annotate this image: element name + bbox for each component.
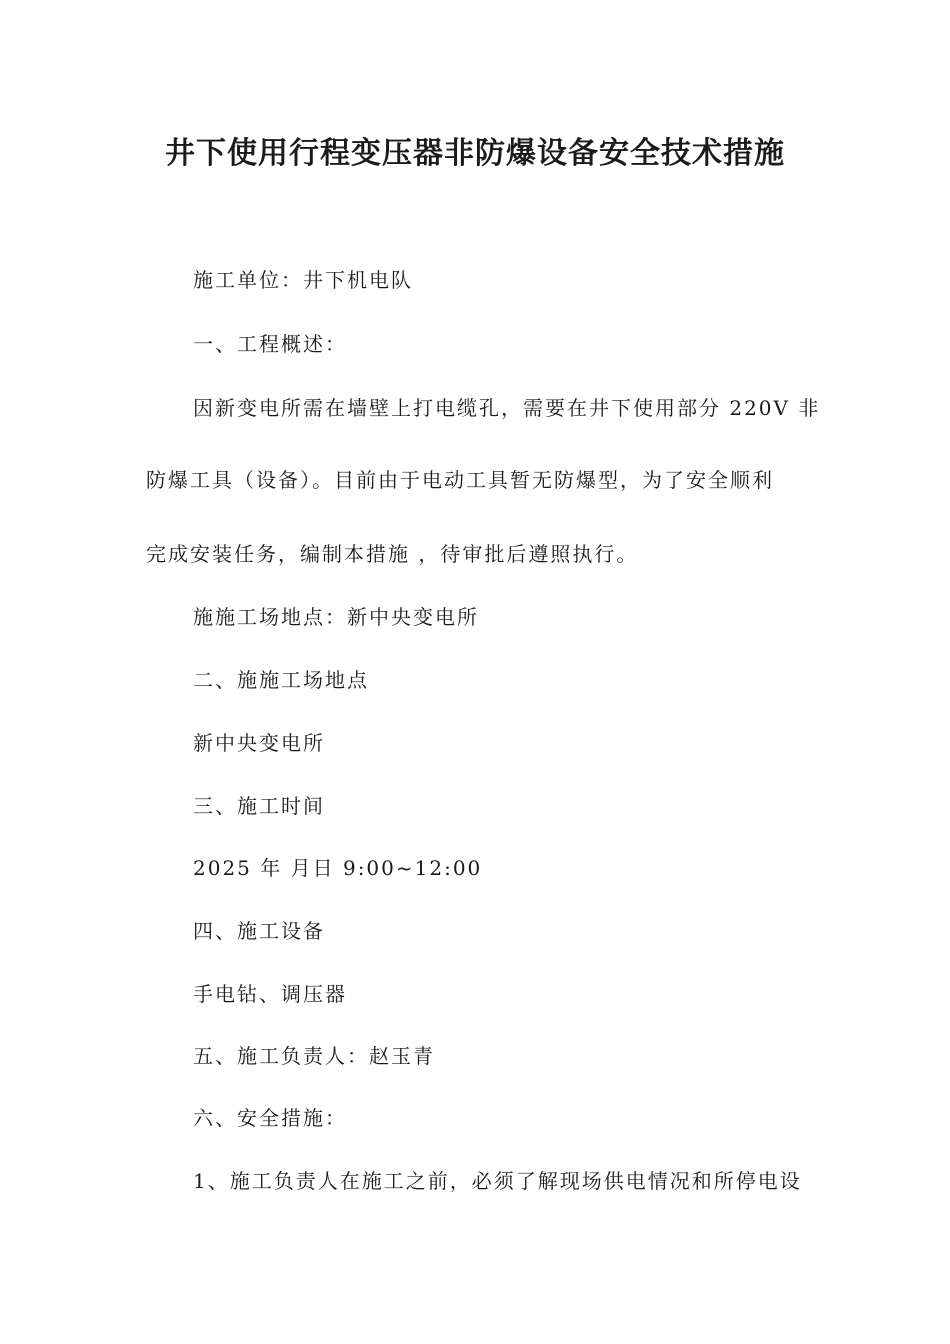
section-2-value: 新中央变电所 [193,731,325,755]
overview-paragraph-line-1: 因新变电所需在墙壁上打电缆孔，需要在井下使用部分 220V 非 [193,396,821,420]
section-5-heading: 五、施工负责人：赵玉青 [193,1044,435,1068]
document-title: 井下使用行程变压器非防爆设备安全技术措施 [165,136,785,171]
section-3-heading: 三、施工时间 [193,794,325,818]
overview-paragraph-line-2: 防爆工具（设备）。目前由于电动工具暂无防爆型，为了安全顺利 [146,468,774,492]
section-4-value: 手电钻、调压器 [193,982,347,1006]
construction-unit: 施工单位：井下机电队 [193,268,413,292]
overview-paragraph-line-3: 完成安装任务，编制本措施 ，待审批后遵照执行。 [146,542,639,566]
section-3-value: 2025 年 月日 9:00~12:00 [193,856,483,880]
section-1-heading: 一、工程概述： [193,332,347,356]
measure-1-line-1: 1、施工负责人在施工之前，必须了解现场供电情况和所停电设 [193,1169,802,1193]
section-4-heading: 四、施工设备 [193,919,325,943]
section-2-heading: 二、施施工场地点 [193,668,369,692]
section-6-heading: 六、安全措施： [193,1106,347,1130]
construction-site-label: 施施工场地点：新中央变电所 [193,605,479,629]
